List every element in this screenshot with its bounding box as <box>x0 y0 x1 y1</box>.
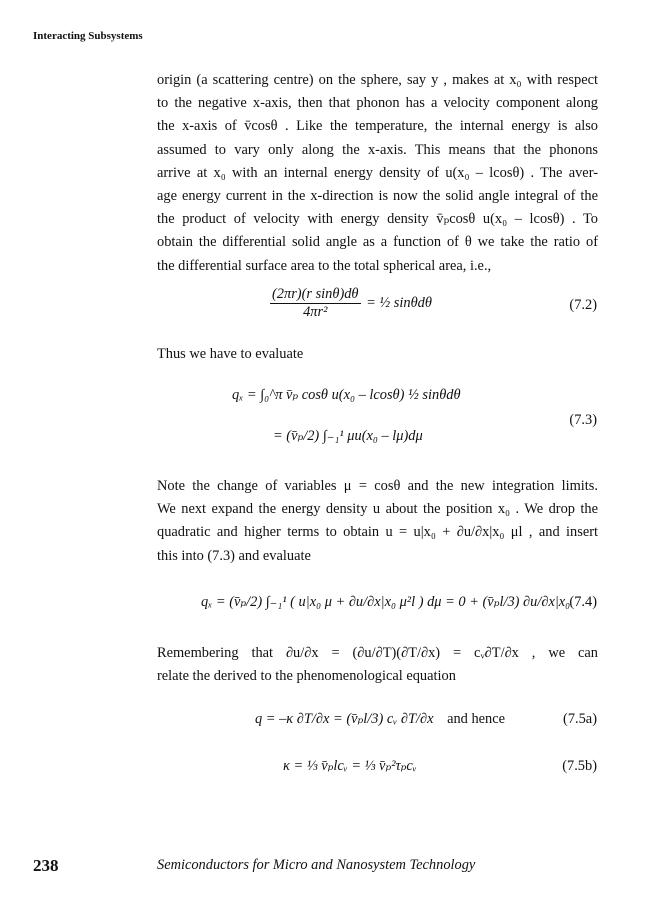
equation-7-5a <box>255 711 505 728</box>
text-line: relate the derived to the phenomenological equation <box>157 668 456 685</box>
equation-number: (7.4) <box>569 594 597 610</box>
text-line: arrive at x₀ with an internal energy density of u(x₀ – lcosθ) . The aver- <box>157 164 598 181</box>
text-line: the product of velocity with energy density v̄ₚcosθ u(x₀ – lcosθ) . To <box>157 211 598 228</box>
equation-7-4: qₓ = (v̄ₚ/2) ∫₋₁¹ ( u|x₀ μ + ∂u/∂x|x₀ μ²l ) dμ = 0 + (v̄ₚl/3) ∂u/∂x|x₀ <box>201 594 571 610</box>
paragraph-3 <box>157 642 598 688</box>
text-line: assumed to vary only along the x-axis. This means that the phonons <box>157 141 598 158</box>
paragraph-2 <box>157 475 598 568</box>
equation-number: (7.3) <box>569 412 597 428</box>
book-title: Semiconductors for Micro and Nanosystem Technology <box>157 857 476 873</box>
text-line: to the negative x-axis, then that phonon has a velocity component along <box>157 95 598 112</box>
equation-rhs: = ½ sinθdθ <box>366 294 432 311</box>
equation-7-2 <box>268 286 432 321</box>
equation-number: (7.5b) <box>562 758 597 774</box>
equation-7-5b: κ = ⅓ v̄ₚlcᵥ = ⅓ v̄ₚ²τₚcᵥ <box>283 758 417 774</box>
text-line: quadratic and higher terms to obtain u = u|x₀ + ∂u/∂x|x₀ μl , and insert <box>157 524 598 541</box>
text-evaluate: Thus we have to evaluate <box>157 346 304 362</box>
text-line: this into (7.3) and evaluate <box>157 547 311 564</box>
page-number: 238 <box>33 856 59 875</box>
equation-number: (7.5a) <box>563 711 597 727</box>
denominator: 4πr² <box>303 304 328 320</box>
text-line: We next expand the energy density u about the position x₀ . We drop the <box>157 501 598 518</box>
text-line: Note the change of variables μ = cosθ and the new integration limits. <box>157 478 598 494</box>
text-line: the x-axis of v̄cosθ . Like the temperature, the internal energy is also <box>157 118 598 135</box>
text-line: obtain the differential solid angle as a function of θ we take the ratio of <box>157 234 598 251</box>
numerator: (2πr)(r sinθ)dθ <box>272 286 359 302</box>
text-line: the differential surface area to the total spherical area, i.e., <box>157 257 492 274</box>
and-hence-text: and hence <box>447 711 506 727</box>
equation-7-3-line-1: qₓ = ∫₀^π v̄ₚ cosθ u(x₀ – lcosθ) ½ sinθdθ <box>232 387 461 403</box>
text-line: age energy current in the x-direction is now the solid angle integral of the <box>157 188 598 205</box>
equation-7-3-line-2: = (v̄ₚ/2) ∫₋₁¹ μu(x₀ – lμ)dμ <box>273 428 423 444</box>
fraction <box>270 286 361 321</box>
running-header: Interacting Subsystems <box>33 30 143 42</box>
equation-number: (7.2) <box>569 297 597 313</box>
text-line: origin (a scattering centre) on the sphere, say y , makes at x₀ with respect <box>157 72 598 88</box>
text-line: Remembering that ∂u/∂x = (∂u/∂T)(∂T/∂x) = cᵥ∂T/∂x , we can <box>157 645 598 661</box>
equation-expr: q = –κ ∂T/∂x = (v̄ₚl/3) cᵥ ∂T/∂x <box>255 711 434 727</box>
paragraph-1 <box>157 69 598 278</box>
